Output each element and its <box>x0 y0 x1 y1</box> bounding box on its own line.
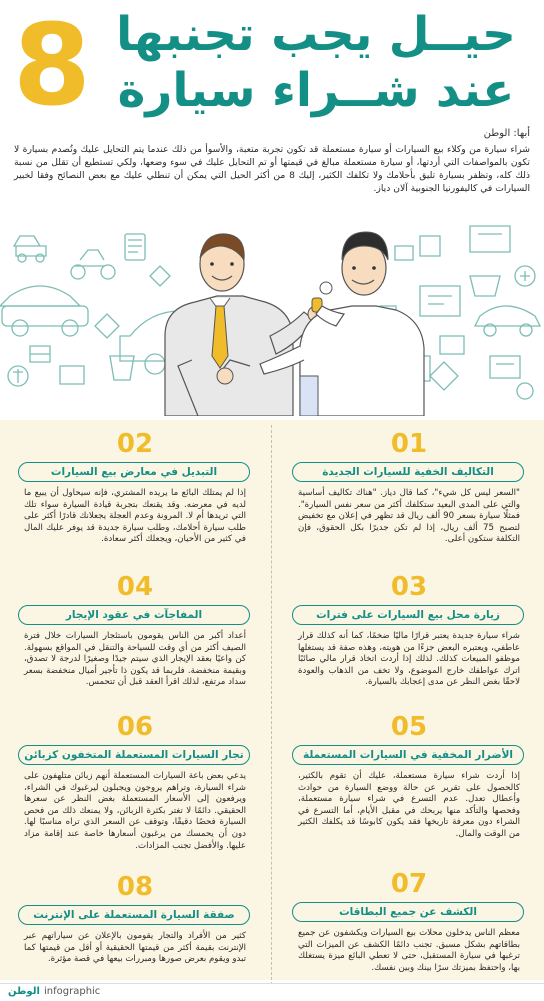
tip-number: 02 <box>116 429 154 459</box>
tip-number: 01 <box>390 429 428 459</box>
title-line-2: عند شــراء سيارة <box>117 63 515 118</box>
tip-title: زيارة محل بيع السيارات على فترات <box>292 605 524 625</box>
tip-body: معظم الناس يدخلون محلات بيع السيارات ويكشفون عن جميع بطاقاتهم بشكل مسبق. تجنب دائمًا الكشف عن الميزات التي ترغبها في سيارة المستقبل، حتى لا تعطي البائع ميزة يستغلك بها، واحتفظ بميزتك سرًا بينك وبين نفسك. <box>298 928 520 973</box>
footer <box>0 983 544 1001</box>
tip-title: المفاجآت في عقود الإيجار <box>18 605 250 625</box>
tip-title: الكشف عن جميع البطاقات <box>292 902 524 922</box>
tip-title: صفقة السيارة المستعملة على الإنترنت <box>18 905 250 925</box>
tip-number: 05 <box>390 712 428 742</box>
column-divider <box>271 425 272 985</box>
tip-body: إذا لم يمتلك البائع ما يريده المشتري، فإنه سيحاول أن يبيع ما لديه في معرضه. وقد يقنعك بتجربة قيادة السيارة سواء تلك التي تريدها أم لا. المرونة وعدم العجلة يجعلانك قادرًا أكثر على طلب سيارة أحلامك، وطلب سيارة جديدة قد يوفر عليك المال في كثير من الأحيان، ويجعلك أكثر سعادة. <box>24 488 246 545</box>
footer-label: infographic <box>44 986 101 997</box>
tip-card-08 <box>20 873 250 983</box>
tip-card-01 <box>294 430 524 560</box>
tip-title: التبديل في معارض بيع السيارات <box>18 462 250 482</box>
tip-card-04 <box>20 573 250 703</box>
tip-card-02 <box>20 430 250 560</box>
tip-title: الأضرار المخفية في السيارات المستعملة <box>292 745 524 765</box>
tip-card-03 <box>294 573 524 703</box>
source-credit: أبها: الوطن <box>483 128 530 139</box>
tip-number: 06 <box>116 712 154 742</box>
tip-title: التكاليف الخفية للسيارات الجديدة <box>292 462 524 482</box>
tip-number: 08 <box>116 872 154 902</box>
tip-card-06 <box>20 713 250 863</box>
title-line-1: حيــل يجب تجنبها <box>116 7 516 62</box>
tip-number: 07 <box>390 869 428 899</box>
tip-title: تجار السيارات المستعملة المتخفون كزبائن <box>18 745 250 765</box>
handshake-illustration <box>0 216 544 416</box>
brand-logo: الوطن <box>8 986 40 997</box>
tip-body: كثير من الأفراد والتجار يقومون بالإعلان عن سياراتهم عبر الإنترنت بقيمة أكثر من قيمتها الحقيقية أو أقل من قيمتها كما تبدو ويقوم بعرض صورها ومبررات بيعها في قصة مؤثرة. <box>24 931 246 965</box>
tip-body: يدعي بعض باعة السيارات المستعملة أنهم زبائن متلهفون على شراء السيارة، وتراهم يروجون ويجبلون ليرغبوك في الشراء، ويرفعون إلى الأسعار المستعملة بغض النظر عن سعرها الحقيقي. دائمًا لا تغتر بكثرة الزبائن، ولا يمنعك ذلك من فحص السيارة فحصًا دقيقًا، وتوقف عن السعر الذي تراه مناسبًا لها. دون أن يحمسك من يرغبون أسعارها خاصة عند إقامة مزاد عليها. والأفضل تجنب المزادات. <box>24 771 246 851</box>
header <box>0 0 544 130</box>
tip-card-07 <box>294 870 524 980</box>
tip-body: "السعر ليس كل شيء"، كما قال دياز. "هناك تكاليف أساسية والتي على المدى البعيد ستكلفك أكثر من سعر نفس السيارة". فمثلًا سيارة بسعر 90 ألف ريال قد تظهر في إعلان مع تخفيض لتصبح 75 ألف ريال، إذا لم تكن جديرًا بكل الحقوق، فإن التكلفة ستكون أعلى. <box>298 488 521 545</box>
tip-card-05 <box>294 713 524 843</box>
intro-paragraph: شراء سيارة من وكلاء بيع السيارات أو سيارة مستعملة قد تكون تجربة متعبة، والأسوأ من ذلك عندما يتم التحايل عليك وتُصدم بسيارة لا تكون بالمواصفات التي أردتها، أو سيارة مستعملة مبالغ في قيمتها أو تم التحايل عليك في سوء وضعها، ولكي تستطيع أن تقلل من نسبة ذلك كله، وتظفر بسيارة تليق بأحلامك ولا تكلفك الكثير، إليك 8 من أكثر الحيل التي يمكن أن تنطلي عليك مع بعض النصائح وفقا لخبير السيارات في كاليفورنيا الجنوبية آلان دياز. <box>14 144 530 194</box>
tip-number: 04 <box>116 572 154 602</box>
big-number: 8 <box>13 1 91 131</box>
tip-number: 03 <box>390 572 428 602</box>
tip-body: إذا أردت شراء سيارة مستعملة، عليك أن تقوم بالكثير، كالحصول على تقرير عن حالة ووضع السيارة من حوادث وأعطال تعدل. عدم التسرع في شراء سيارة مستعملة، وفحصها والتأكد منها يربحك في مقبل الأيام، أما التسرع في الشراء دون معرفة تاريخها فقد يكون كابوسًا قد يكلفك الكثير من الوقت والمال. <box>298 771 520 839</box>
tip-body: أعداد أكبر من الناس يقومون باستئجار السيارات خلال فترة الصيف أكثر من أي وقت للسياحة والتنقل في المواقع بسهولة. كن واعيًا بعقد الإيجار الذي سيتم جيدًا وصغيرًا لدرجة لا تصدق، وبقيمة منخفضة. فلربما قد يكون ذا تأجير أميال منخفضة بسعر سداد مرتفع، لذلك اقرأ العقد قبل أن تتحمس. <box>24 631 246 688</box>
tip-body: شراء سيارة جديدة يعتبر قرارًا ماليًا ضخمًا، كما أنه كذلك قرار عاطفي، ويعتبره البعض جزءًا من هويته، وهذه صفة قد يستغلها موظفو المبيعات كذلك. لذلك إذا أردت اتخاذ قرار مالي صائبًا اترك عواطفك خارج الموضوع، ولا تخف من الذهاب والعودة لاحقًا بغض النظر عن مدى إعجابك بالسيارة. <box>298 631 520 688</box>
